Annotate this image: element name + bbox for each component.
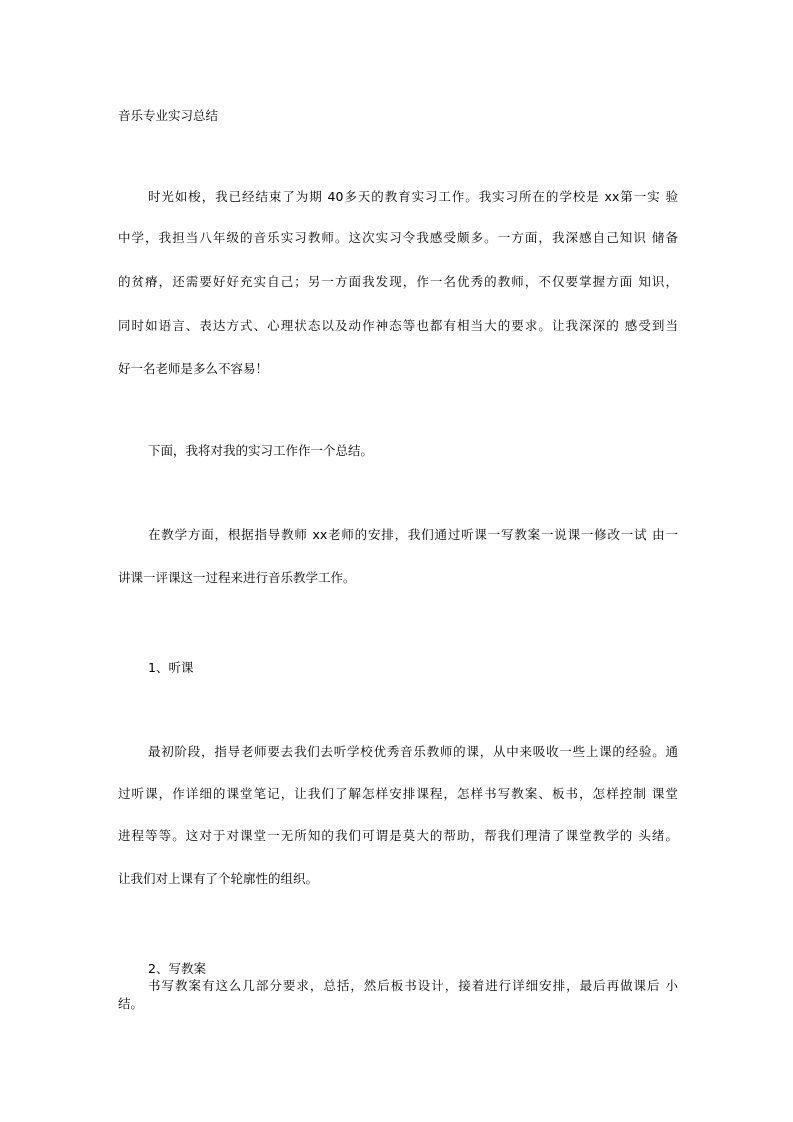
paragraph-line: 书写教案有这么几部分要求，总括，然后板书设计，接着进行详细安排，最后再做课后 小 (148, 978, 678, 993)
paragraph-line: 让我们对上课有了个轮廓性的组织。 (118, 871, 319, 886)
paragraph-line: 在教学方面，根据指导教师 xx老师的安排，我们通过听课一写教案一说课一修改一试 由一 (148, 527, 678, 542)
paragraph-line: 好一名老师是多么不容易！ (118, 361, 269, 376)
paragraph-line: 的贫瘠，还需要好好充实自己；另一方面我发现，作一名优秀的教师，不仅要掌握方面 知识， (118, 274, 678, 289)
document-title: 音乐专业实习总结 (118, 108, 219, 123)
section-heading: 1、听课 (148, 660, 194, 675)
paragraph-line: 下面，我将对我的实习工作作一个总结。 (148, 443, 374, 458)
paragraph-line: 同时如语言、表达方式、心理状态以及动作神态等也都有相当大的要求。让我深深的 感受到当 (118, 318, 678, 333)
paragraph-line: 结。 (118, 996, 144, 1011)
paragraph-line: 讲课一评课这一过程来进行音乐教学工作。 (118, 570, 356, 585)
paragraph-line: 进程等等。这对于对课堂一无所知的我们可谓是莫大的帮助，帮我们理清了课堂教学的 头绪。 (118, 828, 678, 843)
paragraph-line: 时光如梭，我已经结束了为期 40多天的教育实习工作。我实习所在的学校是 xx第一实 验 (148, 189, 678, 204)
section-heading: 2、写教案 (148, 961, 206, 976)
paragraph-line: 中学，我担当八年级的音乐实习教师。这次实习令我感受颇多。一方面，我深感自己知识 储备 (118, 230, 678, 245)
paragraph-line: 过听课，作详细的课堂笔记，让我们了解怎样安排课程，怎样书写教案、板书，怎样控制 课堂 (118, 786, 678, 801)
paragraph-line: 最初阶段，指导老师要去我们去听学校优秀音乐教师的课，从中来吸收一些上课的经验。通 (148, 744, 678, 759)
